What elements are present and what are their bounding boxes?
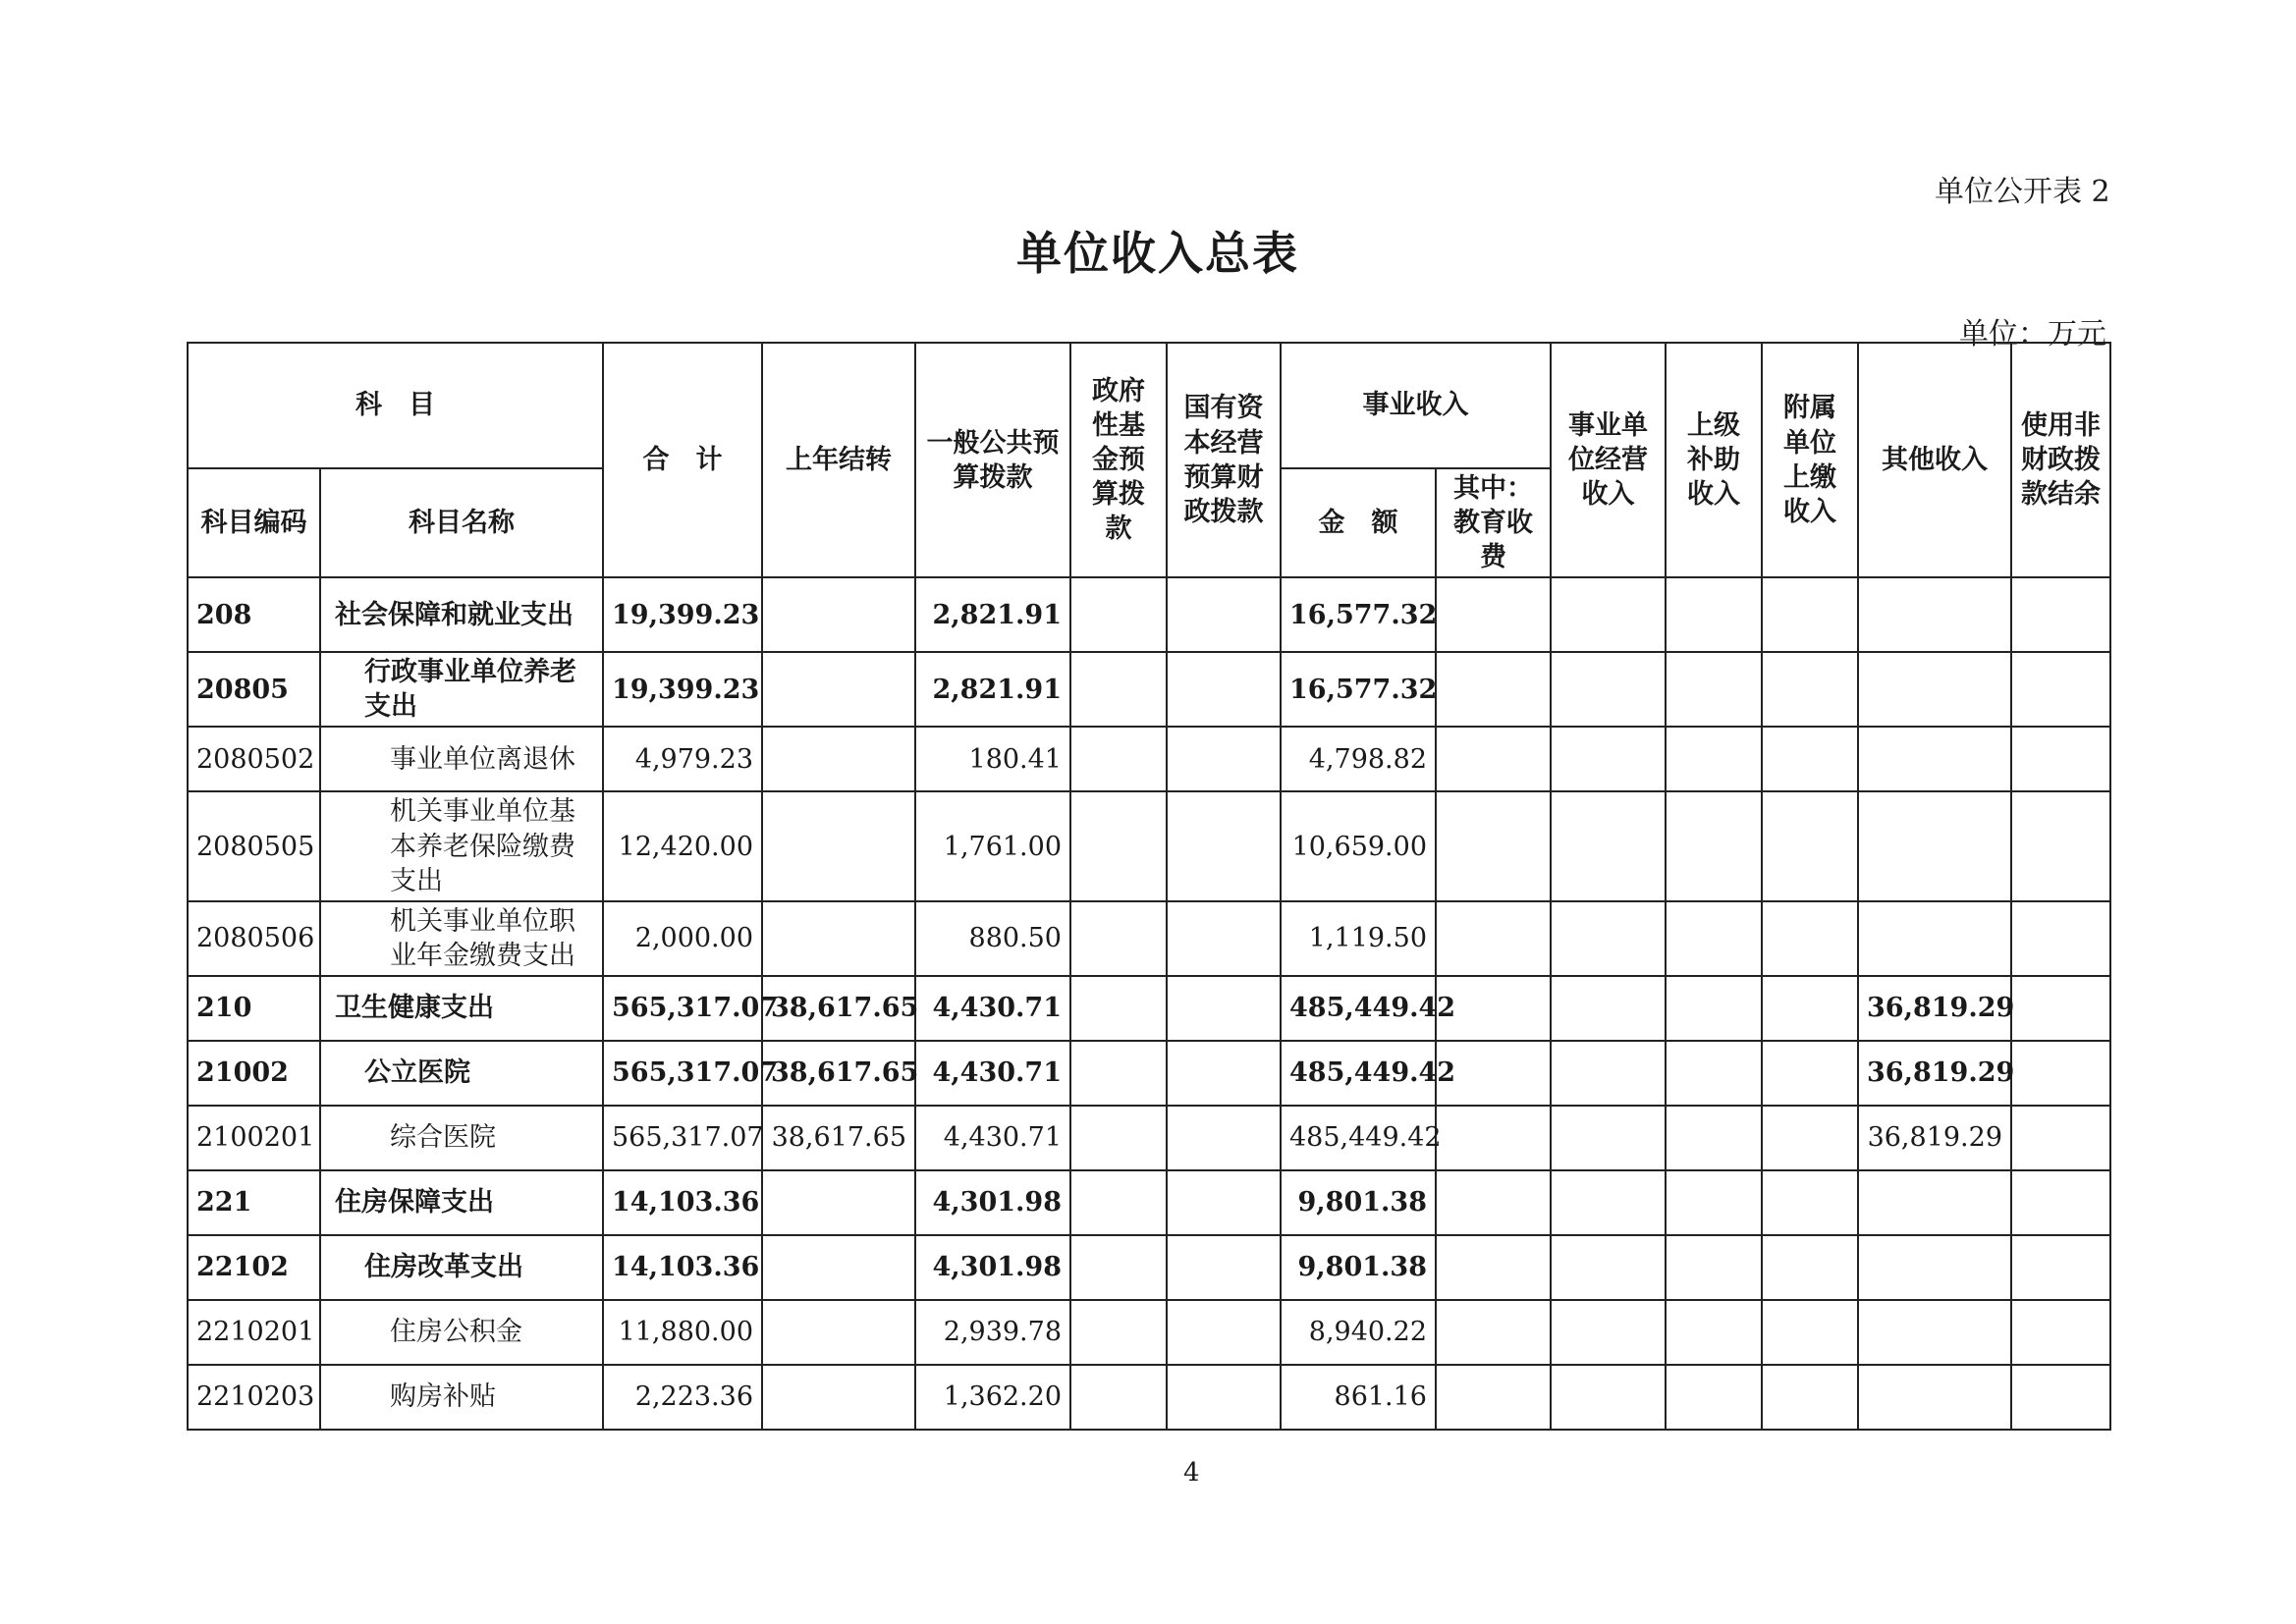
row-general-budget: 4,301.98 [915,1170,1070,1235]
row-other-income [1858,1300,2011,1365]
form-number: 单位公开表 2 [1935,175,2110,209]
row-carryover [762,577,915,652]
row-total: 19,399.23 [603,577,762,652]
row-career-amount: 485,449.42 [1281,976,1436,1041]
row-career-amount: 1,119.50 [1281,901,1436,976]
row-code: 221 [188,1170,320,1235]
table-row [188,652,2110,727]
row-name: 社会保障和就业支出 [320,577,603,652]
row-career-amount: 16,577.32 [1281,577,1436,652]
row-name: 卫生健康支出 [320,976,603,1041]
header-subject: 科 目 [188,343,603,468]
row-total: 2,000.00 [603,901,762,976]
row-other-income: 36,819.29 [1858,1106,2011,1170]
row-other-income [1858,727,2011,791]
table-row [188,1300,2110,1365]
row-total: 2,223.36 [603,1365,762,1430]
row-career-amount: 485,449.42 [1281,1106,1436,1170]
row-carryover: 38,617.65 [762,1106,915,1170]
header-gov-fund: 政府性基金预算拨款 [1070,343,1167,577]
row-carryover [762,1365,915,1430]
row-name: 购房补贴 [320,1365,603,1430]
table-row [188,1365,2110,1430]
row-career-amount: 4,798.82 [1281,727,1436,791]
header-affiliate-income: 附属单位上缴收入 [1762,343,1858,577]
row-carryover [762,1235,915,1300]
table-row [188,1170,2110,1235]
row-career-amount: 9,801.38 [1281,1235,1436,1300]
row-carryover [762,652,915,727]
row-code: 2210201 [188,1300,320,1365]
header-amount: 金 额 [1281,468,1436,577]
header-career-income: 事业收入 [1281,343,1551,468]
row-name: 综合医院 [320,1106,603,1170]
row-other-income [1858,652,2011,727]
row-career-amount: 9,801.38 [1281,1170,1436,1235]
row-code: 2210203 [188,1365,320,1430]
header-non-fiscal-balance: 使用非财政拨款结余 [2011,343,2110,577]
row-name: 机关事业单位职业年金缴费支出 [320,901,603,976]
row-other-income [1858,577,2011,652]
row-code: 2080505 [188,791,320,900]
row-name: 行政事业单位养老支出 [320,652,603,727]
header-education-fee: 其中：教育收费 [1436,468,1551,577]
row-code: 21002 [188,1041,320,1106]
header-total: 合 计 [603,343,762,577]
row-name: 住房改革支出 [320,1235,603,1300]
header-superior-subsidy: 上级补助收入 [1666,343,1762,577]
table-row [188,1106,2110,1170]
row-other-income: 36,819.29 [1858,976,2011,1041]
income-summary-table [187,342,2111,1431]
page-number: 4 [1183,1458,1200,1488]
row-code: 20805 [188,652,320,727]
row-career-amount: 10,659.00 [1281,791,1436,900]
row-carryover [762,791,915,900]
row-total: 565,317.07 [603,1041,762,1106]
row-carryover: 38,617.65 [762,1041,915,1106]
row-name: 住房公积金 [320,1300,603,1365]
header-business-income: 事业单位经营收入 [1551,343,1666,577]
row-career-amount: 8,940.22 [1281,1300,1436,1365]
table-row [188,577,2110,652]
header-other-income: 其他收入 [1858,343,2011,577]
row-total: 4,979.23 [603,727,762,791]
row-carryover [762,1170,915,1235]
table-row [188,1041,2110,1106]
row-general-budget: 4,430.71 [915,976,1070,1041]
header-state-capital: 国有资本经营预算财政拨款 [1167,343,1281,577]
row-carryover [762,1300,915,1365]
row-name: 住房保障支出 [320,1170,603,1235]
row-code: 2080506 [188,901,320,976]
table-row [188,791,2110,900]
row-code: 22102 [188,1235,320,1300]
row-total: 12,420.00 [603,791,762,900]
row-general-budget: 4,430.71 [915,1106,1070,1170]
row-other-income [1858,901,2011,976]
row-other-income [1858,1235,2011,1300]
header-general-budget: 一般公共预算拨款 [915,343,1070,577]
row-general-budget: 1,761.00 [915,791,1070,900]
row-career-amount: 861.16 [1281,1365,1436,1430]
page-title: 单位收入总表 [1016,227,1299,280]
row-carryover: 38,617.65 [762,976,915,1041]
header-name: 科目名称 [320,468,603,577]
row-carryover [762,727,915,791]
row-general-budget: 4,301.98 [915,1235,1070,1300]
row-general-budget: 180.41 [915,727,1070,791]
header-code: 科目编码 [188,468,320,577]
row-career-amount: 485,449.42 [1281,1041,1436,1106]
table-row [188,976,2110,1041]
unit-label: 单位：万元 [1959,317,2106,352]
row-total: 11,880.00 [603,1300,762,1365]
row-total: 19,399.23 [603,652,762,727]
row-code: 208 [188,577,320,652]
header-carryover: 上年结转 [762,343,915,577]
row-carryover [762,901,915,976]
row-code: 2080502 [188,727,320,791]
row-total: 14,103.36 [603,1170,762,1235]
row-code: 2100201 [188,1106,320,1170]
row-name: 事业单位离退休 [320,727,603,791]
row-other-income [1858,1170,2011,1235]
row-other-income [1858,791,2011,900]
row-total: 565,317.07 [603,976,762,1041]
row-other-income: 36,819.29 [1858,1041,2011,1106]
row-general-budget: 2,821.91 [915,577,1070,652]
table-row [188,727,2110,791]
row-general-budget: 2,939.78 [915,1300,1070,1365]
row-total: 565,317.07 [603,1106,762,1170]
row-name: 公立医院 [320,1041,603,1106]
row-name: 机关事业单位基本养老保险缴费支出 [320,791,603,900]
table-row [188,1235,2110,1300]
row-career-amount: 16,577.32 [1281,652,1436,727]
row-general-budget: 880.50 [915,901,1070,976]
row-general-budget: 1,362.20 [915,1365,1070,1430]
table-row [188,901,2110,976]
row-general-budget: 4,430.71 [915,1041,1070,1106]
row-code: 210 [188,976,320,1041]
row-total: 14,103.36 [603,1235,762,1300]
row-other-income [1858,1365,2011,1430]
row-general-budget: 2,821.91 [915,652,1070,727]
